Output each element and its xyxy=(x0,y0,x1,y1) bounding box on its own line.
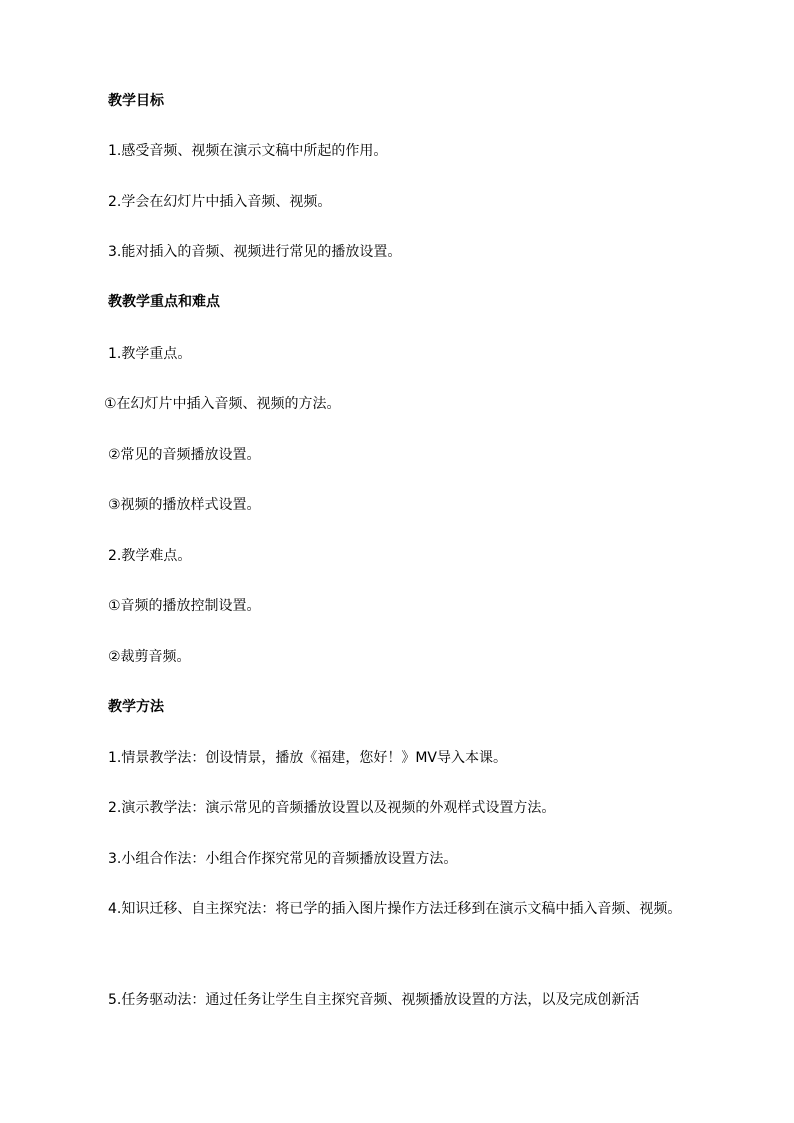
method-item: 2.演示教学法：演示常见的音频播放设置以及视频的外观样式设置方法。 xyxy=(108,800,556,816)
goal-item: 3.能对插入的音频、视频进行常见的播放设置。 xyxy=(108,244,402,260)
focus-item: ①在幻灯片中插入音频、视频的方法。 xyxy=(104,396,341,412)
focus-title: 1.教学重点。 xyxy=(108,346,192,362)
section-heading-methods: 教学方法 xyxy=(108,699,164,715)
method-item: 3.小组合作法：小组合作探究常见的音频播放设置方法。 xyxy=(108,851,458,867)
difficulty-item: ①音频的播放控制设置。 xyxy=(108,598,261,614)
section-heading-goals: 教学目标 xyxy=(108,93,164,109)
focus-item: ②常见的音频播放设置。 xyxy=(108,447,261,463)
method-item: 1.情景教学法：创设情景，播放《福建，您好！》MV导入本课。 xyxy=(108,750,508,766)
difficulty-title: 2.教学难点。 xyxy=(108,548,192,564)
goal-item: 2.学会在幻灯片中插入音频、视频。 xyxy=(108,194,332,210)
method-item: 5.任务驱动法：通过任务让学生自主探究音频、视频播放设置的方法，以及完成创新活 xyxy=(108,992,640,1008)
difficulty-item: ②裁剪音频。 xyxy=(108,649,191,665)
focus-item: ③视频的播放样式设置。 xyxy=(108,497,261,513)
section-heading-key-points: 教教学重点和难点 xyxy=(108,294,220,310)
method-item: 4.知识迁移、自主探究法：将已学的插入图片操作方法迁移到在演示文稿中插入音频、视频。 xyxy=(108,901,682,917)
goal-item: 1.感受音频、视频在演示文稿中所起的作用。 xyxy=(108,143,388,159)
